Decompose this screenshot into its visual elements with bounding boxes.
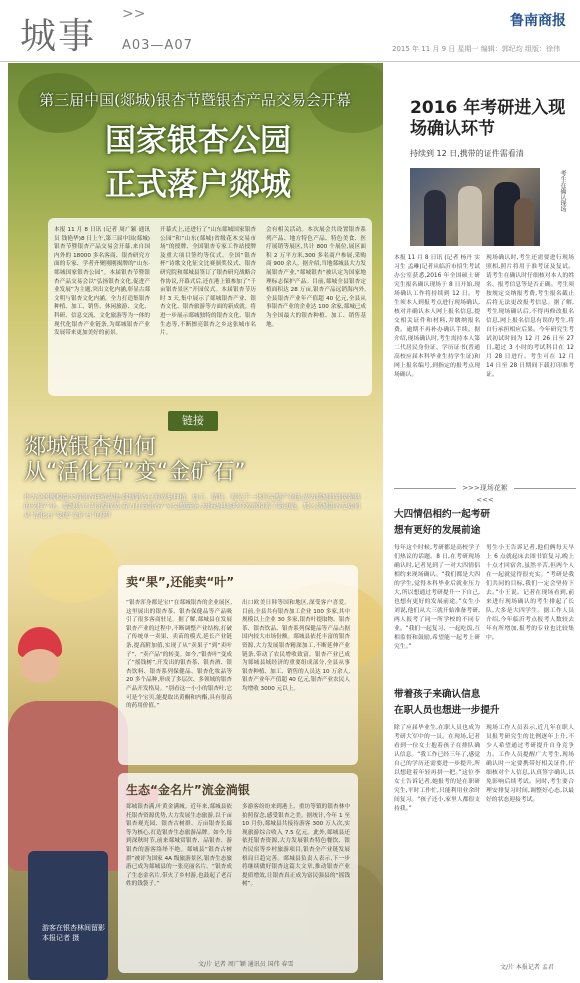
headline-line-1: 国家银杏公园 bbox=[105, 123, 291, 159]
issue-meta: 2015 年 11 月 9 日 星期一 编辑：郭纪均 组版：徐伟 bbox=[392, 45, 560, 53]
story-headline-couple: 大四情侣相约一起考研 bbox=[394, 509, 490, 520]
section-title: 城事 bbox=[20, 16, 97, 57]
parent-col-1: 除了应届毕业生,在职人员也成为考研大军中的一员。在现场,记者看到一位女士抱着孩子在排队确认信息。“我工作已经三年了,感觉自己的学历还需要进一步提升,所以想趁着年轻再拼一把。”这位李女士告诉记者,她报考的是在职研究生,平时工作忙,只能利用业余时间复习。“孩子还小,家里人都很支持我。” bbox=[394, 725, 480, 812]
right-credit: 文/片 本报记者 孟君 bbox=[500, 964, 554, 971]
photo-caption: 游客在银杏林间留影 本报记者 摄 bbox=[42, 924, 105, 942]
lead-col-1: 本报 11 月 8 日讯 (记者 周广颖 通讯员 钱艳华)8 日上午,第三届中国(郯城)银杏节暨银杏产品交易会开幕,来自国内外的 18000 多名客商、银杏研究方面的专家、学者齐聚刚刚揭牌的“山东·郯城国家银杏公园”。本届银杏节暨银杏产品交易会以“弘扬银杏文化,促进产业发展”为主题,突出文化内涵,彰显古郯文明与银杏文化内涵。全力打造集银杏种植、加工、销售、休闲旅游、文化、科研、信息交流、文化旅游等为一体的现代化银杏产业链条,为郯城银杏产业发展带来更加美好的前景。 bbox=[54, 227, 150, 337]
right-col-2: 现场确认时,考生还需要进行现场照相,照片将用于准考证及复试。请考生在确认时仔细核对本人的姓名、报考信息等是否正确。考生须按规定交纳报考费,考生报名截止后将无法更改报考信息。据了解,考生现场确认后,不得再修改报名信息,网上报名信息有误的考生,将自行承担相应后果。今年研究生考试初试时间为 12 月 26 日至 27 日,超过 3 小时的考试科目在 12 月 28 日进行。考生可在 12 月 14 日至 28 日期间下载打印准考证。 bbox=[486, 255, 574, 378]
event-banner: 第三届中国(郯城)银杏节暨银杏产品交易会开幕 bbox=[39, 91, 351, 109]
subheadline-intro: 作为全国规模最大的银杏种植基地,郯城银杏已形成集种植、加工、销售、观光于一体的完整产业链,成为郯城县富民强县的支柱产业。郯城县立足资源优势,着力打造银杏产业完整链条,为推动县域经济发展积蓄了新动能。那么郯城银杏是如何从“活化石”变成“金矿石”的呢? bbox=[24, 493, 361, 519]
couple-col-1: 每年这个时候,考研都是高校学子们热议的话题。8 日,在考研现场确认时,记者见到了一对大四情侣相约来现场确认。“我们都是大四的学生,觉得本科毕业后就业压力大,所以想通过考研提升一下自己,也想有更好的发展前途。”女生小刘说,他们从大三就开始准备考研,两人报考了同一所学校的不同专业。“我们一起复习、一起吃饭,互相监督和鼓励,希望能一起考上研究生。” bbox=[394, 545, 480, 650]
ginkgo-photo-panel bbox=[8, 63, 383, 980]
story-subheadline-couple: 想有更好的发展前途 bbox=[394, 525, 481, 536]
lead-article-box bbox=[48, 218, 372, 396]
subheadline-line-2: 从“活化石”变“金矿石” bbox=[24, 460, 246, 485]
article-credit: 文/片 记者 周广颖 通讯员 国伟 春雪 bbox=[198, 961, 294, 968]
link-tag: 链接 bbox=[168, 411, 218, 431]
section-arrows: >> bbox=[122, 6, 146, 22]
eco-card-col-2: 多游客纷纷来到港上、重坊等镇的银杏林中拍照留念,感受银杏之美。据统计,今年 1 至 10 月份,郯城县共接待游客 300 万人次,实现旅游综合收入 7.5 亿元。此外,郯城县还依托银杏资源,大力发展银杏特色餐饮、银杏民宿等乡村旅游项目,银杏全产业链发展格局日趋完善。郯城县负责人表示,下一步将继续做好银杏这篇大文章,推动银杏产业提质增效,让银杏真正成为富民强县的“摇钱树”。 bbox=[242, 804, 350, 888]
newspaper-brand: 鲁南商报 bbox=[510, 13, 566, 29]
right-subheadline: 持续到 12 日,携带的证件需看清 bbox=[410, 149, 524, 158]
lead-col-3: 会有相关活动。本次展会共设置银杏系列产品、地方特色产品、特色美食、医疗展销等展区,共计 800 个展位,展区面积 2 万平方米,300 多名商户参展,采购商 900 余人。据介绍,当地郯城县大力发展银杏产业,“郯城银杏”被认定为国家地理标志保护产品。目前,郯城全县银杏定植面积达 28 万亩,银杏产品远销海内外,全县银杏产业年产值超 40 亿元,全县从事银杏产业的企业达 100 余家,郯城已成为全国最大的银杏种植、加工、销售基地。 bbox=[266, 227, 366, 328]
box-title-eco-card: 生态“金名片”流金淌银 bbox=[126, 783, 250, 797]
section-label-highlights: >>>现场花絮<<< bbox=[456, 482, 514, 494]
subheadline-line-1: 郯城银杏如何 bbox=[24, 435, 157, 460]
page-range: A03—A07 bbox=[122, 38, 193, 53]
eco-card-col-1: 郯城银杏满,叶黄金满城。近年来,郯城县依托银杏资源优势,大力发展生态旅游,以千亩银杏观光园、银杏古树群、万亩银杏长廊等为核心,打造银杏生态旅游品牌。如今,每到深秋时节,前来郯城赏银杏、品银杏、游银杏的游客络绎不绝。郯城县“银杏古树群”被评为国家 4A 级旅游景区,银杏生态旅游已成为郯城县的一张亮丽名片。“银杏成了生态金名片,带火了乡村游,也鼓起了老百姓的钱袋子。” bbox=[126, 804, 232, 888]
right-photo-caption: 考生在确认现场 bbox=[559, 170, 566, 212]
sell-leaves-col-2: 出口欧美日韩等国和地区,深受客户喜爱。目前,全县共有银杏加工企业 100 多家,其中规模以上企业 30 多家,银杏叶提取物、银杏茶、银杏饮品、银杏系列保健品等产品占据国内较大市场份额。郯城县依托丰富的银杏资源,大力发展银杏精深加工,不断延伸产业链条,带动了农民增收致富。银杏产业已成为郯城县域经济的重要组成部分,全县从事银杏种植、加工、销售的人员达 10 万余人,银杏产业年产值超 40 亿元,银杏产业农民人均增收 3000 元以上。 bbox=[242, 600, 350, 692]
story-subheadline-parent: 在职人员也想进一步提升 bbox=[394, 705, 500, 716]
headline-line-2: 正式落户郯城 bbox=[105, 167, 291, 203]
right-headline: 2016 年考研进入现场确认环节 bbox=[410, 98, 566, 139]
story-headline-parent: 带着孩子来确认信息 bbox=[394, 689, 481, 700]
right-col-1: 本报 11 月 8 日讯 (记者 杨丹 实习生 孟琳)记者从临沂市招生考试办公室获悉,2016 年全国硕士研究生报名确认现场于 8 日开始,现场确认工作将持续到 12 日。考生须本人到报考点进行现场确认,核对并确认本人网上报名信息,提交相关证件和材料,并缴纳报名费。逾期不再补办确认手续。据介绍,现场确认时,考生需持本人第二代居民身份证、学历证书(普通高校应届本科毕业生持学生证)和网上报名编号,到指定的报考点现场确认。 bbox=[394, 255, 480, 378]
sidebar-box-sell-leaves bbox=[118, 565, 358, 765]
page-header bbox=[0, 0, 580, 62]
exam-confirmation-photo bbox=[410, 168, 540, 246]
lead-col-2: 开幕式上,还进行了“山东郯城国家银杏公园”和“山东(郯城)省级花木交易市场”的授牌、全国银杏专家工作站授牌及重大项目签约等仪式。全国“银杏杯”诗歌文化征文比赛颁奖仪式、银杏研究院和郯城县签订了银杏研究战略合作协议,开幕式后,还在港上镇参加了“千亩银杏景区”开园仪式。本届银杏节历时 3 天,集中展示了郯城银杏产业、银杏文化、银杏旅游等方面的新成就。将进一步展示郯城独特的银杏文化、银杏生态等,不断擦亮银杏之乡这张城市名片。 bbox=[160, 227, 256, 337]
subheadline bbox=[24, 435, 364, 485]
parent-col-2: 现场工作人员表示,近几年在职人员报考研究生的比例逐年上升,不少人希望通过考研提升自身竞争力。工作人员提醒广大考生,现场确认时一定要携带好相关证件,仔细核对个人信息,认真签字确认,以免影响后续考试。同时,考生要合理安排复习时间,调整好心态,以最好的状态迎接考试。 bbox=[486, 725, 574, 803]
sidebar-box-eco-card bbox=[118, 773, 358, 973]
box-title-sell-leaves: 卖“果”,还能卖“叶” bbox=[126, 575, 235, 589]
headline bbox=[38, 119, 358, 207]
sell-leaves-col-1: “银杏浑身都是宝!”在郯城银杏的企业展区,这里展出的银杏茶、银杏保健品等产品吸引了很多客商驻足。据了解,郯城县在发展银杏产业的过程中,不断调整产业结构,打破了传统单一卖果、卖苗的模式,延长产业链条,提高附加值,实现了从“卖果子”到“卖叶子”、“卖产品”的转变。如今,“银杏叶”变成了“摇钱树”,开发出的银杏茶、银杏酒、银杏饮料、银杏系列保健品、银杏化妆品等 20 多个品种,形成了多层次、多领域的银杏产品开发格局。“别看这一小小的银杏叶,它可是个宝贝,能提取出黄酮和内酯,具有很高的药用价值。” bbox=[126, 600, 232, 710]
couple-col-2: 男生小王告诉记者,他们俩每天早上 6 点就起床去图书馆复习,晚上十点才回宿舍,虽然辛苦,但两个人在一起就觉得很充实。“考研是我们共同的目标,我们一定会坚持下去。”小王说。记者在现场看到,前来进行现场确认的考生排起了长队,大多是大四学生。据工作人员介绍,今年临沂考点报考人数较去年有所增加,报考的专业也比较集中。 bbox=[486, 545, 574, 641]
